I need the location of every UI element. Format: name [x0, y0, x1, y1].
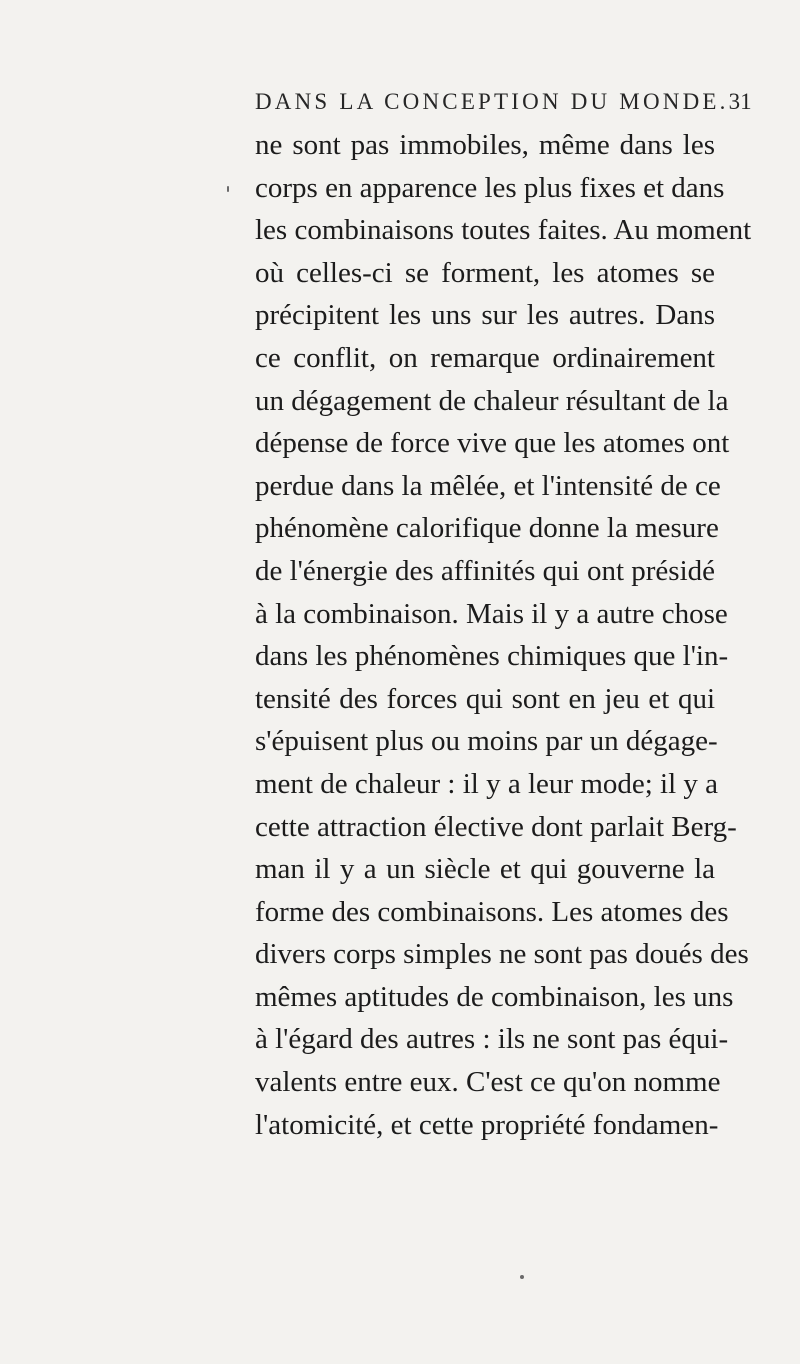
- paper-speck: [227, 186, 229, 192]
- text-line: un dégagement de chaleur résultant de la: [255, 384, 729, 417]
- text-line: forme des combinaisons. Les atomes des: [255, 895, 729, 928]
- text-line: dans les phénomènes chimiques que l'in-: [255, 640, 729, 673]
- text-line: valents entre eux. C'est ce qu'on nomme: [255, 1066, 721, 1099]
- text-line: ce conflit, on remarque ordinairement: [255, 341, 715, 374]
- text-line: cette attraction élective dont parlait Berg-: [255, 810, 737, 843]
- paper-speck: [520, 1275, 524, 1279]
- text-line: ment de chaleur : il y a leur mode; il y a: [255, 767, 719, 800]
- text-line: ne sont pas immobiles, même dans les: [255, 129, 715, 161]
- text-line: perdue dans la mêlée, et l'intensité de ce: [255, 469, 721, 502]
- text-line: man il y a un siècle et qui gouverne la: [255, 853, 715, 886]
- text-line: phénomène calorifique donne la mesure: [255, 512, 719, 545]
- text-line: les combinaisons toutes faites. Au moment: [255, 214, 752, 247]
- text-line: corps en apparence les plus fixes et dans: [255, 171, 725, 204]
- text-line: l'atomicité, et cette propriété fondamen-: [255, 1108, 719, 1141]
- text-line: s'épuisent plus ou moins par un dégage-: [255, 725, 718, 758]
- text-line: où celles-ci se forment, les atomes se: [255, 256, 715, 289]
- text-line: à la combinaison. Mais il y a autre chose: [255, 597, 728, 630]
- running-head: [255, 88, 752, 116]
- text-line: divers corps simples ne sont pas doués des: [255, 938, 749, 971]
- body-text: [255, 124, 752, 1146]
- text-line: de l'énergie des affinités qui ont présidé: [255, 554, 715, 587]
- text-line: dépense de force vive que les atomes ont: [255, 427, 730, 460]
- text-line: précipitent les uns sur les autres. Dans: [255, 299, 715, 332]
- text-line: mêmes aptitudes de combinaison, les uns: [255, 980, 734, 1013]
- running-head-title: DANS LA CONCEPTION DU MONDE.: [255, 89, 729, 114]
- page-number: 31: [728, 89, 752, 114]
- text-line: tensité des forces qui sont en jeu et qui: [255, 682, 715, 715]
- text-line: à l'égard des autres : ils ne sont pas équi-: [255, 1023, 729, 1056]
